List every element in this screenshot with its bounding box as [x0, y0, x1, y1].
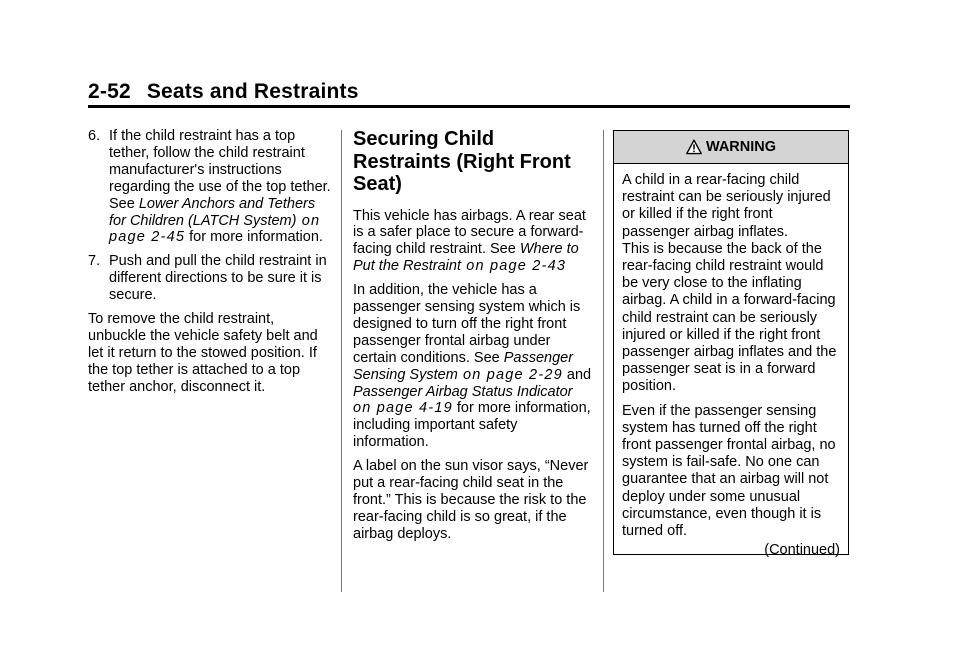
page-reference[interactable]: on page 2-29	[457, 366, 563, 383]
section-title: Seats and Restraints	[146, 80, 359, 103]
list-text: for more information.	[185, 229, 323, 246]
body-paragraph	[353, 208, 593, 276]
list-number: 6.	[88, 128, 101, 144]
continued-label: (Continued)	[764, 542, 840, 559]
header-rule	[88, 105, 850, 108]
warning-title: WARNING	[705, 139, 777, 155]
warning-header	[614, 131, 848, 164]
paragraph-text: In addition, the vehicle has a passenger sensing system which is designed to turn off the right front passenger frontal airbag under certain conditions. See	[353, 282, 581, 366]
column-divider	[603, 130, 604, 592]
warning-body	[614, 164, 848, 559]
body-paragraph: A label on the sun visor says, “Never put a rear-facing child seat in the front.” This is because the risk to the rear-facing child is so great, if the airbag deploys.	[353, 458, 589, 542]
left-column	[88, 128, 333, 403]
list-item-7	[88, 253, 333, 304]
page-reference[interactable]: on page 2-43	[461, 258, 567, 275]
warning-paragraph: Even if the passenger sensing system has turned off the right front passenger frontal airbag, no system is fail-safe. No one can guarantee that an airbag will not deploy under some unusual circumstance, even though it is turned off.	[622, 402, 836, 540]
cross-reference-link[interactable]: Lower Anchors and Tethers for Children (LATCH System)	[109, 195, 316, 229]
list-text: If the child restraint has a top tether, follow the child restraint manufacturer's instructions regarding the use of the top tether. See	[109, 128, 331, 212]
middle-column	[353, 128, 593, 550]
list-item-6	[88, 128, 333, 246]
column-divider	[341, 130, 342, 592]
page-reference[interactable]: on page 2-45	[109, 212, 321, 246]
cross-reference-link[interactable]: Where to Put the Restraint	[353, 241, 579, 275]
list-text: Push and pull the child restraint in different directions to be sure it is secure.	[109, 253, 327, 304]
warning-paragraph: A child in a rear-facing child restraint can be seriously injured or killed if the right front passenger airbag inflates.	[622, 172, 831, 240]
page-reference[interactable]: on page 4-19	[353, 400, 453, 417]
cross-reference-link[interactable]: Passenger Sensing System	[353, 349, 574, 383]
page-header	[88, 80, 359, 104]
warning-box	[613, 130, 849, 559]
warning-triangle-icon	[686, 139, 702, 155]
warning-paragraph: This is because the back of the rear-facing child restraint would be very close to the inflating airbag. A child in a forward-facing child restraint can be seriously injured or killed if the right front passenger airbag inflates and the passenger seat is in a forward position.	[622, 240, 837, 395]
paragraph-text: This vehicle has airbags. A rear seat is a safer place to secure a forward-facing child restraint. See	[353, 207, 586, 258]
list-number: 7.	[88, 253, 101, 270]
paragraph-text: and	[562, 366, 592, 383]
paragraph-text: for more information, including important safety information.	[353, 400, 591, 451]
body-paragraph	[353, 282, 593, 451]
cross-reference-link[interactable]: Passenger Airbag Status Indicator	[353, 383, 573, 400]
section-heading: Securing Child Restraints (Right Front Seat)	[353, 128, 571, 195]
body-paragraph: To remove the child restraint, unbuckle the vehicle safety belt and let it return to the stowed position. If the top tether is attached to a top tether anchor, disconnect it.	[88, 311, 318, 395]
page-number: 2-52	[88, 80, 131, 103]
